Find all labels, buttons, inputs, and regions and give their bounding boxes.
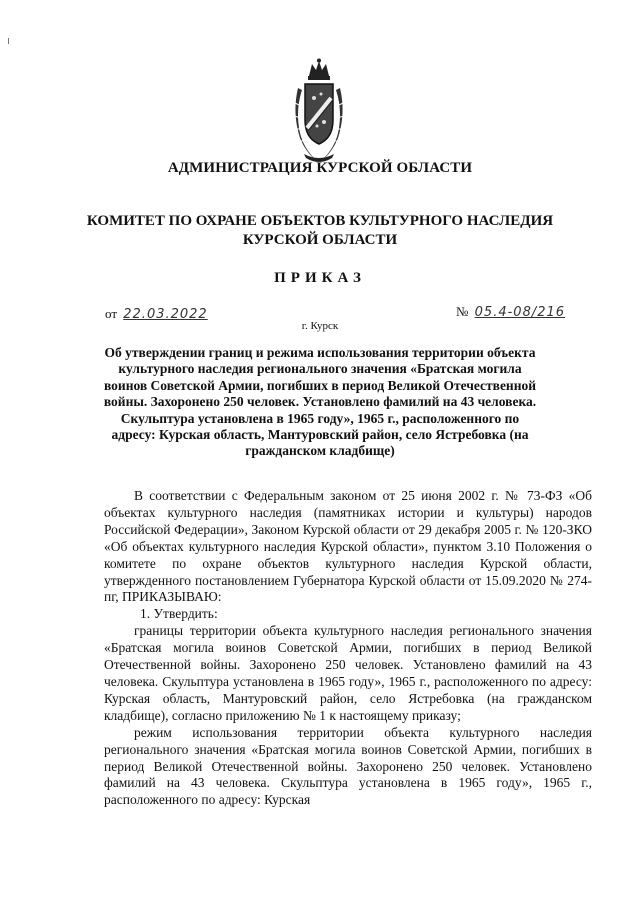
paragraph-preamble: В соответствии с Федеральным законом от 25 июня 2002 г. № 73-ФЗ «Об объектах культурного наследия (памятниках истории и культуры) народов Российской Федерации», Законом Курской области от 29 декабря 2005 г. № 120-ЗКО «Об объектах культурного наследия Курской области», пунктом 3.10 Положения о комитете по охране объектов культурного наследия Курской области, утвержденного постановлением Губернатора Курской области от 15.09.2020 № 274-пг, ПРИКАЗЫВАЮ: (104, 488, 592, 605)
paragraph-item-1: 1. Утвердить: (140, 606, 218, 622)
number-prefix: № (456, 304, 469, 319)
paragraph-boundaries: границы территории объекта культурного наследия регионального значения «Братская могила воинов Советской Армии, погибших в период Великой Отечественной войны. Захоронено 250 человек. Установлено фамилий на 43 человека. Скульптура установлена в 1965 году», 1965 г., расположенного по адресу: Курская область, Мантуровский район, село Ястребовка (на гражданском кладбище), согласно приложению № 1 к настоящему приказу; (104, 623, 592, 723)
handwritten-number: 05.4-08/216 (474, 305, 566, 320)
coat-of-arms-icon (290, 58, 348, 166)
document-type-heading: ПРИКАЗ (274, 270, 366, 286)
handwritten-date: 22.03.2022 (123, 307, 208, 322)
order-title: Об утверждении границ и режима использования территории объекта культурного наследия регионального значения «Братская могила воинов Советской Армии, погибших в период Великой Отечественной войны. Захоронено 250 человек. Установлено фамилий на 43 человека. Скульптура установлена в 1965 году», 1965 г., расположенного по адресу: Курская область, Мантуровский район, село Ястребовка (на гражданском кладбище) (103, 345, 537, 459)
date-prefix: от (105, 306, 118, 321)
administration-heading: АДМИНИСТРАЦИЯ КУРСКОЙ ОБЛАСТИ (167, 160, 473, 176)
scan-mark (8, 38, 9, 44)
order-number (456, 304, 568, 320)
order-body (104, 488, 592, 809)
city-label: г. Курск (301, 320, 339, 332)
paragraph-regime: режим использования территории объекта культурного наследия регионального значения «Братская могила воинов Советской Армии, погибших в период Великой Отечественной войны. Захоронено 250 человек. Установлено фамилий на 43 человека. Скульптура установлена в 1965 году», 1965 г., расположенного по адресу: Курская (104, 724, 592, 808)
committee-heading: КОМИТЕТ ПО ОХРАНЕ ОБЪЕКТОВ КУЛЬТУРНОГО НАСЛЕДИЯ КУРСКОЙ ОБЛАСТИ (86, 213, 554, 248)
